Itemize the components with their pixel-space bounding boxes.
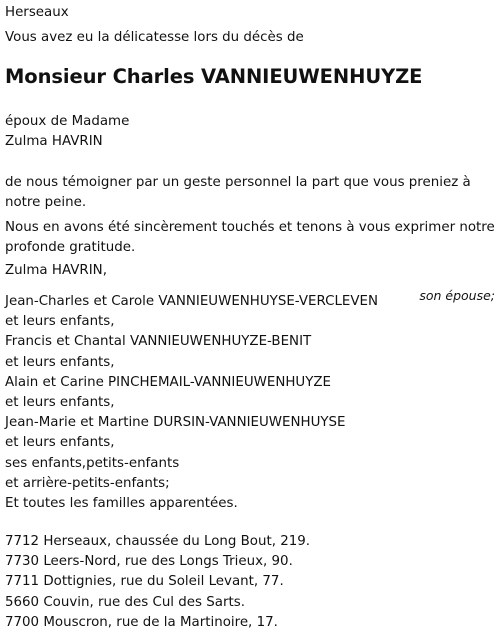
family-line: Alain et Carine PINCHEMAIL-VANNIEUWENHUYZE — [5, 374, 332, 390]
address-line: 7711 Dottignies, rue du Soleil Levant, 77. — [5, 574, 284, 590]
family-line: Et toutes les familles apparentées. — [5, 496, 238, 512]
family-line: et leurs enfants, — [5, 314, 115, 330]
message-paragraph-2: Nous en avons été sincèrement touchés et tenons à vous exprimer notre profonde gratitude. — [5, 220, 495, 255]
address-line: 7712 Herseaux, chaussée du Long Bout, 219. — [5, 534, 311, 549]
family-line: ses enfants,petits-enfants — [5, 455, 180, 471]
family-line: et leurs enfants, — [5, 354, 115, 370]
spouse-line-1: époux de Madame — [5, 114, 130, 129]
signer-name: Zulma HAVRIN, — [5, 263, 107, 278]
intro-text: Vous avez eu la délicatesse lors du décès de — [5, 30, 304, 45]
spouse-info — [5, 112, 129, 152]
address-line: 7730 Leers-Nord, rue des Longs Trieux, 90. — [5, 554, 293, 570]
family-list — [5, 292, 378, 514]
city-heading: Herseaux — [5, 5, 69, 20]
spouse-line-2: Zulma HAVRIN — [5, 134, 103, 149]
family-line: et leurs enfants, — [5, 435, 115, 451]
address-line: 7700 Mouscron, rue de la Martinoire, 17. — [5, 614, 278, 630]
family-line: et arrière-petits-enfants; — [5, 475, 170, 491]
signer-role: son épouse; — [419, 287, 495, 303]
family-line: Jean-Marie et Martine DURSIN-VANNIEUWENHUYSE — [5, 415, 346, 431]
address-line: 5660 Couvin, rue des Cul des Sarts. — [5, 594, 245, 610]
family-line: Francis et Chantal VANNIEUWENHUYZE-BENIT — [5, 334, 312, 350]
message-paragraph-1: de nous témoigner par un geste personnel la part que vous preniez à notre peine. — [5, 175, 471, 210]
family-line: et leurs enfants, — [5, 395, 115, 411]
family-line: Jean-Charles et Carole VANNIEUWENHUYSE-VERCLEVEN — [5, 294, 379, 309]
address-list — [5, 532, 310, 633]
deceased-name: Monsieur Charles VANNIEUWENHUYZE — [5, 65, 423, 88]
